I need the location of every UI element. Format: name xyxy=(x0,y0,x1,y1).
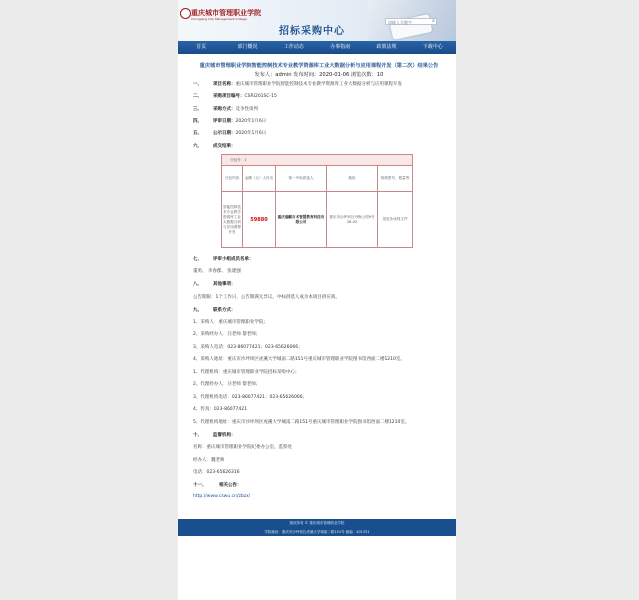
main-nav xyxy=(178,41,456,54)
table-cell-supplier: 重庆瑞麒吉术智慧教育科技有限公司 xyxy=(276,192,327,248)
search-input[interactable]: 请输入关键字 xyxy=(385,18,437,25)
school-name-en: Chongqing City Management College xyxy=(191,17,247,21)
site-title: 招标采购中心 xyxy=(279,26,345,37)
nav-download[interactable]: 下载中心 xyxy=(422,44,443,50)
contact-line: 5、代理机构地址：重庆市沙坪坝区虎溪大学城南二路151号重庆城市管理职业学院图书馆西面二楼1210室。 xyxy=(193,420,410,425)
table-header-cell: 分包内容 xyxy=(222,166,243,192)
article-meta: 发布人：admin 发布时间：2020-01-06 浏览次数：10 xyxy=(254,72,384,78)
footer-address: 学院地址：重庆市沙坪坝区虎溪大学城南二路151号 邮编：401331 xyxy=(264,530,370,534)
section-contact: 九、 联系方式： xyxy=(193,308,236,313)
supervision-line: 电话：023-65626316 xyxy=(193,470,240,475)
item-project-name: 一、 项目名称：重庆城市管理职业学院智能控制技术专业教学资源库工业大数据分析与应用课程开发 xyxy=(193,82,402,87)
footer-copyright: 版权所有 © 重庆城市管理职业学院 xyxy=(289,521,345,525)
table-cell-spec: 见竞争谈判文件 xyxy=(378,192,413,248)
table-header-cell: 地址 xyxy=(327,166,378,192)
table-cell-amount: 59880 xyxy=(243,192,276,248)
search-icon[interactable]: ⌕ xyxy=(432,18,435,24)
section-related: 十一、 相关公告： xyxy=(193,483,242,488)
related-link[interactable]: http://www.cswu.cn/zbzx/ xyxy=(193,494,251,499)
nav-news[interactable]: 工作动态 xyxy=(283,44,304,50)
review-panel-members: 董勇、 李春郡、 张建强 xyxy=(193,269,241,274)
nav-guide[interactable]: 办事指南 xyxy=(330,44,351,50)
supervision-line: 经办人：魏老师 xyxy=(193,458,225,463)
item-project-number: 二、 采购项目编号：CSRI201SC-15 xyxy=(193,94,277,99)
contact-line: 4、采购人地址：重庆市沙坪坝区虎溪大学城南二路151号重庆城市管理职业学院图书馆西面二楼1210室。 xyxy=(193,357,405,362)
contact-line: 3、代理机构电话：023-86077421；023-65626066； xyxy=(193,395,308,400)
page-background-left xyxy=(0,0,178,600)
school-logo-icon xyxy=(180,8,191,19)
package-number: 分包号：1 xyxy=(222,155,413,166)
contact-line: 1、代理机构：重庆城市管理职业学院招标采购中心； xyxy=(193,370,300,375)
nav-policy[interactable]: 政策法规 xyxy=(376,44,397,50)
item-result: 六、 成交结果： xyxy=(193,144,236,149)
table-header-cell: 金额（元）人民币 xyxy=(243,166,276,192)
table-header-cell: 规格型号、数量等 xyxy=(378,166,413,192)
table-cell-content: 智能控制技术专业教学资源库工业大数据分析与应用课程开发 xyxy=(222,192,243,248)
section-supervision: 十、 监督机构： xyxy=(193,433,236,438)
item-publish-date: 五、 公示日期：2020年1月6日 xyxy=(193,131,267,136)
school-name[interactable]: 重庆城市管理职业学院 xyxy=(191,8,261,17)
other-notice: 公告期限：1个工作日，公告期满无异议，中标供选人成为本项目供应商。 xyxy=(193,295,340,300)
article-title: 重庆城市管理职业学院智能控制技术专业教学资源库工业大数据分析与应用课程开发（第二次）结果公告 xyxy=(199,63,439,69)
contact-line: 2、代理经办人：汪老师 黎老师； xyxy=(193,382,261,387)
contact-line: 4、传真：023-86077421 xyxy=(193,407,247,412)
item-review-date: 四、 评审日期：2020年1月6日 xyxy=(193,119,267,124)
contact-line: 1、采购人：重庆城市管理职业学院； xyxy=(193,320,268,325)
supervision-line: 名称：重庆城市管理职业学院纪委办公室、监察处 xyxy=(193,445,292,450)
page-background-right xyxy=(456,0,639,600)
item-procurement-method: 三、 采购方式：竞争性谈判 xyxy=(193,107,258,112)
section-review-panel: 七、 评审小组成员名单： xyxy=(193,257,254,262)
contact-line: 2、采购经办人：汪老师 黎老师； xyxy=(193,332,261,337)
contact-line: 3、采购人电话：023-86077421；023-65626066； xyxy=(193,345,303,350)
table-cell-address: 重庆市沙坪坝区丹梅公园9号26-02 xyxy=(327,192,378,248)
result-table xyxy=(221,154,413,248)
table-header-cell: 第一中标供选人 xyxy=(276,166,327,192)
nav-about[interactable]: 部门概况 xyxy=(237,44,258,50)
page-container xyxy=(178,0,456,600)
section-other: 八、 其他事项： xyxy=(193,282,236,287)
nav-home[interactable]: 首页 xyxy=(196,44,207,50)
